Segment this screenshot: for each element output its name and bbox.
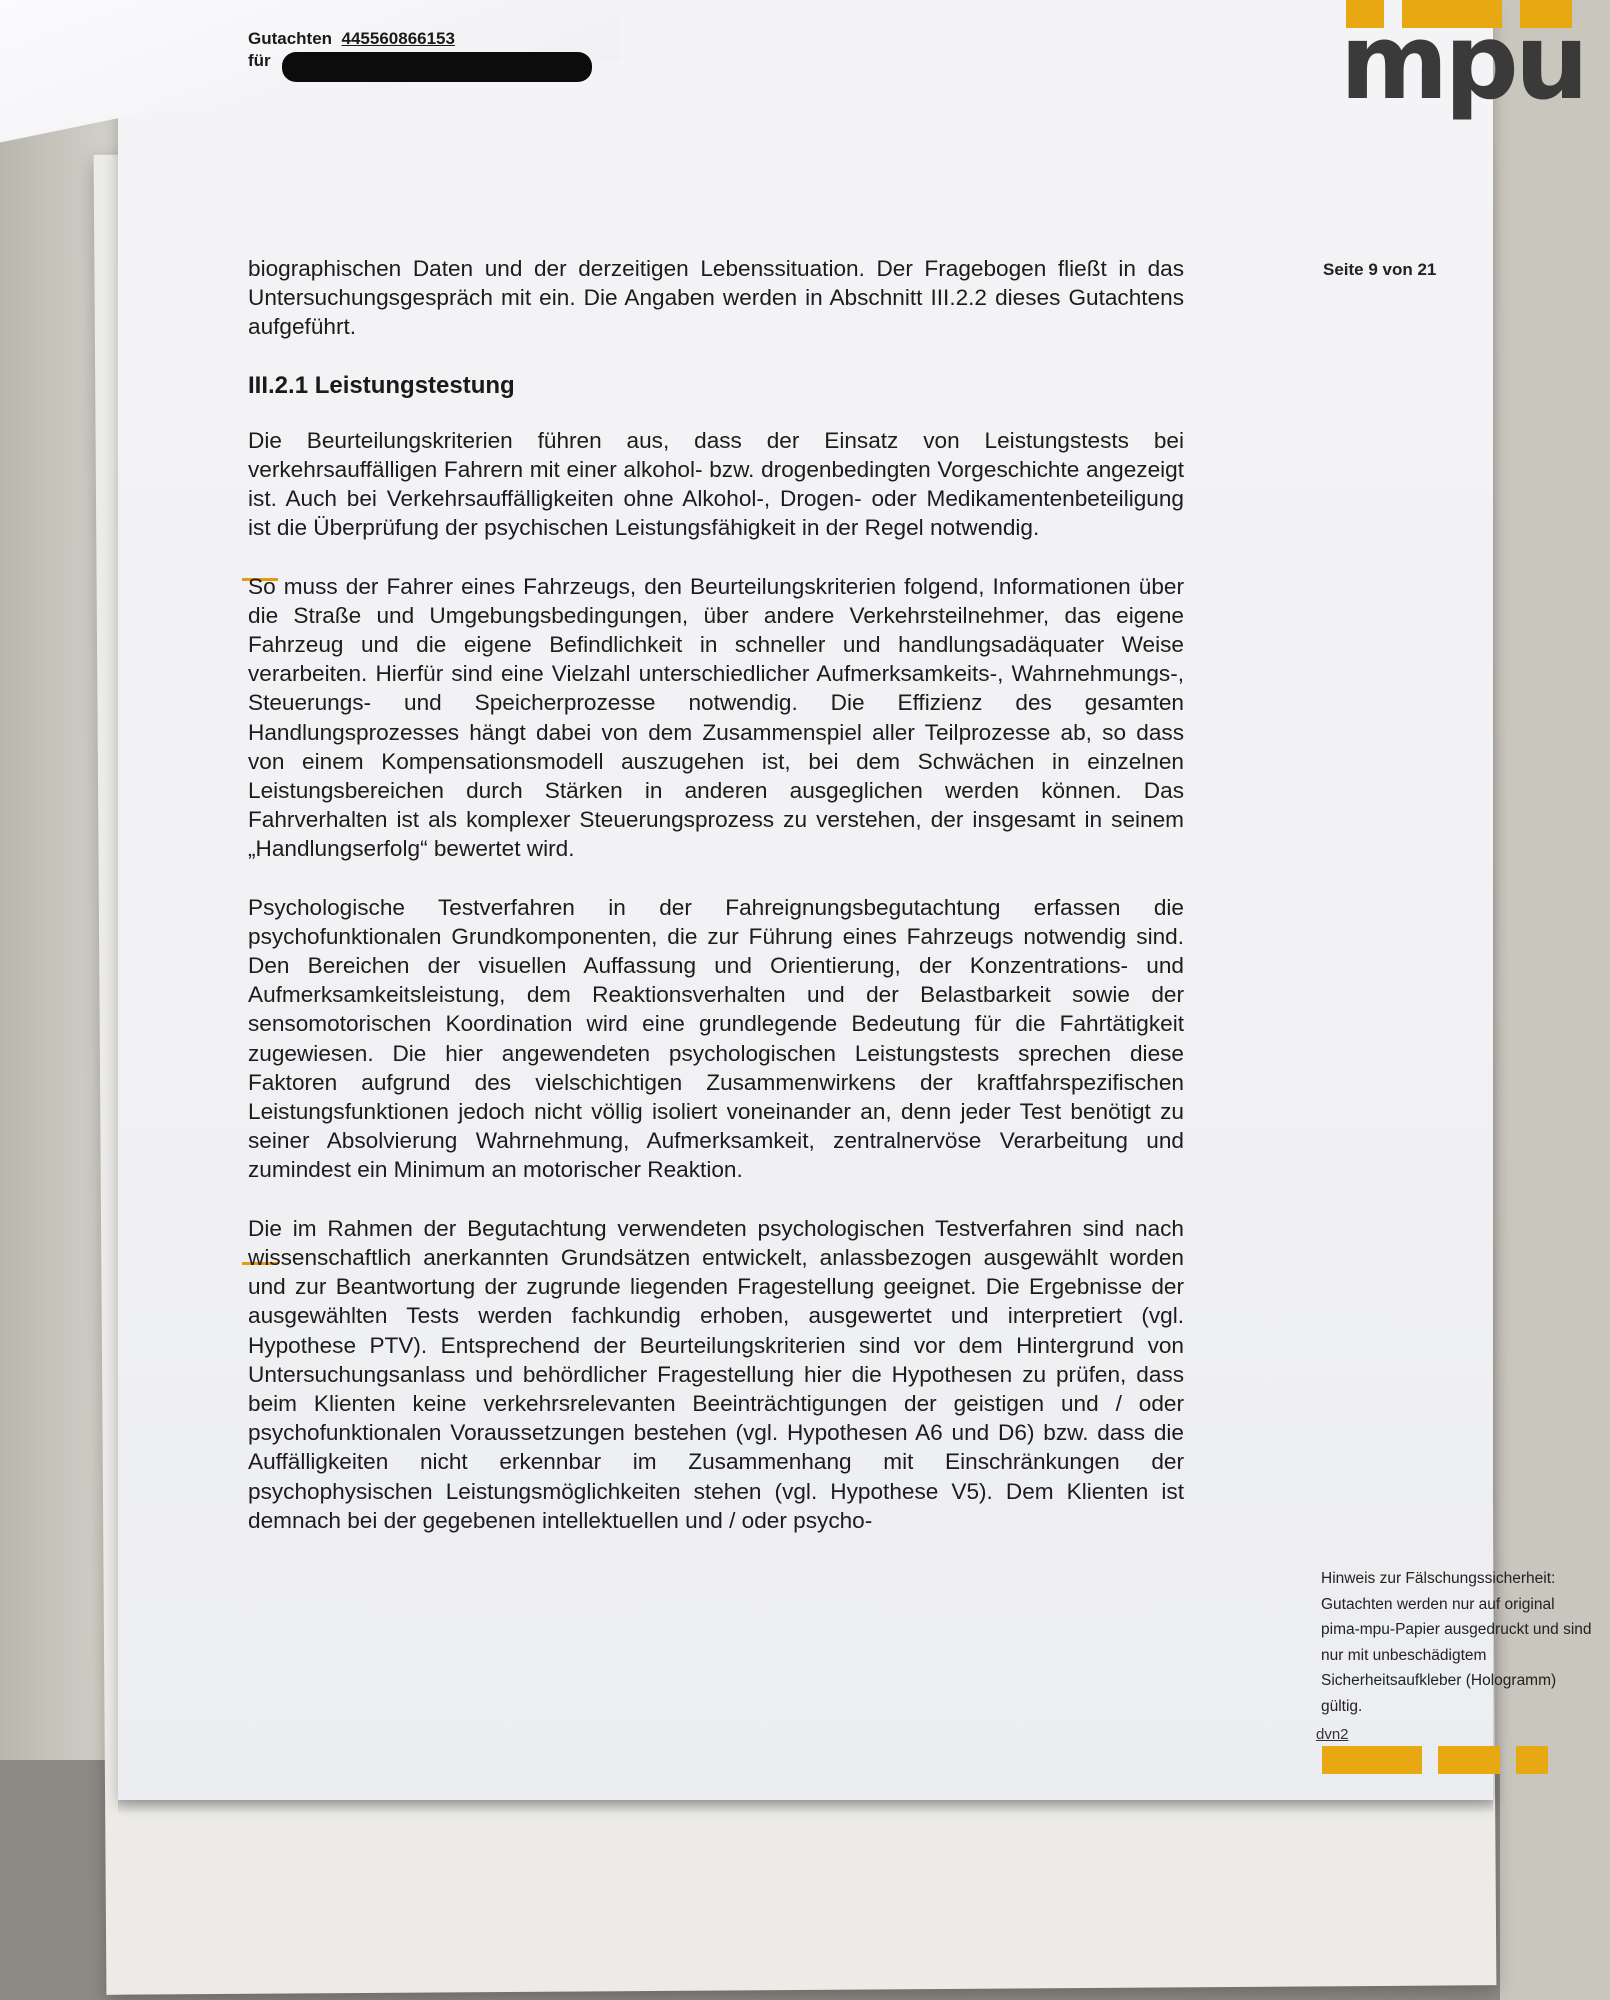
- redacted-name: [282, 52, 592, 82]
- body-paragraph: So muss der Fahrer eines Fahrzeugs, den Beurteilungskriterien folgend, Informationen über die Straße und Umgebungsbedingungen, über andere Verkehrsteilnehmer, das eigene Fahrzeug und die eigene Befindlichkeit in schneller und handlungsadäquater Weise verarbeiten. Hierfür sind eine Vielzahl unterschiedlicher Aufmerksamkeits-, Wahrnehmungs-, Steuerungs- und Speicherprozesse notwendig. Die Effizienz des gesamten Handlungsprozesses hängt dabei von dem Zusammenspiel aller Teilprozesse ab, so dass von einem Kompensationsmodell auszugehen ist, bei dem Schwächen in einzelnen Leistungsbereichen durch Stärken in anderen ausgeglichen werden können. Das Fahrverhalten ist als komplexer Steuerungsprozess zu verstehen, der insgesamt in seinem „Handlungserfolg“ bewertet wird.: [248, 573, 1184, 862]
- report-id-line: [248, 28, 455, 50]
- body-paragraph: Psychologische Testverfahren in der Fahreignungsbegutachtung erfassen die psychofunktionalen Grundkomponenten, die zur Führung eines Fahrzeugs notwendig sind. Den Bereichen der visuellen Auffassung und Orientierung, der Konzentrations- und Aufmerksamkeitsleistung, dem Reaktionsverhalten und der Belastbarkeit sowie der sensomotorischen Koordination wird eine grundlegende Bedeutung für die Fahrtätigkeit zugewiesen. Die hier angewendeten psychologischen Leistungstests sprechen diese Faktoren aufgrund des vielschichtigen Zusammenwirkens der kraftfahrspezifischen Leistungsfunktionen jedoch nicht völlig isoliert voneinander an, denn jeder Test benötigt zu seiner Absolvierung Wahrnehmung, Aufmerksamkeit, zentralnervöse Verarbeitung und zumindest ein Minimum an motorischer Reaktion.: [248, 894, 1184, 1183]
- intro-paragraph: biographischen Daten und der derzeitigen Lebenssituation. Der Fragebogen fließt in das Untersuchungsgespräch mit ein. Die Angaben werden in Abschnitt III.2.2 dieses Gutachtens aufgeführt.: [248, 256, 1184, 340]
- page-number: Seite 9 von 21: [1323, 260, 1437, 279]
- page-edge-shadow: [118, 1800, 1493, 1814]
- footer-accent-bars: [1322, 1746, 1562, 1776]
- report-label: Gutachten: [248, 29, 333, 48]
- logo-wordmark: mpu: [1340, 1, 1585, 123]
- document-body: [248, 254, 1184, 1564]
- body-paragraph: Die im Rahmen der Begutachtung verwendeten psychologischen Testverfahren sind nach wissenschaftlich anerkannten Grundsätzen entwickelt, anlassbezogen ausgewählt worden und zur Beantwortung der zugrunde liegenden Fragestellung geeignet. Die Ergebnisse der ausgewählten Tests werden fachkundig erhoben, ausgewertet und interpretiert (vgl. Hypothese PTV). Entsprechend der Beurteilungskriterien sind vor dem Hintergrund von Untersuchungsanlass und behördlicher Fragestellung hier die Hypothesen zu prüfen, dass beim Klienten keine verkehrsrelevanten Beeinträchtigungen der geistigen und / oder psychofunktionalen Voraussetzungen bestehen (vgl. Hypothesen A6 und D6) bzw. dass die Auffälligkeiten nicht erkennbar im Zusammenhang mit Einschränkungen der psychophysischen Leistungsmöglichkeiten stehen (vgl. Hypothese V5). Dem Klienten ist demnach bei der gegebenen intellektuellen und / oder psycho-: [248, 1215, 1184, 1533]
- version-code: dvn2: [1316, 1726, 1349, 1743]
- mpu-logo: [1340, 0, 1610, 130]
- section-heading: III.2.1 Leistungstestung: [248, 371, 515, 399]
- recipient-label: für: [248, 51, 271, 70]
- forgery-protection-note: Hinweis zur Fälschungssicherheit: Gutachten werden nur auf original pima-mpu-Papier ausgedruckt und sind nur mit unbeschädigtem Sicherheitsaufkleber (Hologramm) gültig.: [1321, 1570, 1592, 1715]
- body-paragraph: Die Beurteilungskriterien führen aus, dass der Einsatz von Leistungstests bei verkehrsauffälligen Fahrern mit einer alkohol- bzw. drogenbedingten Vorgeschichte angezeigt ist. Auch bei Verkehrsauffälligkeiten ohne Alkohol-, Drogen- oder Medikamentenbeteiligung ist die Überprüfung der psychischen Leistungsfähigkeit in der Regel notwendig.: [248, 427, 1184, 541]
- report-number: 445560866153: [341, 29, 455, 48]
